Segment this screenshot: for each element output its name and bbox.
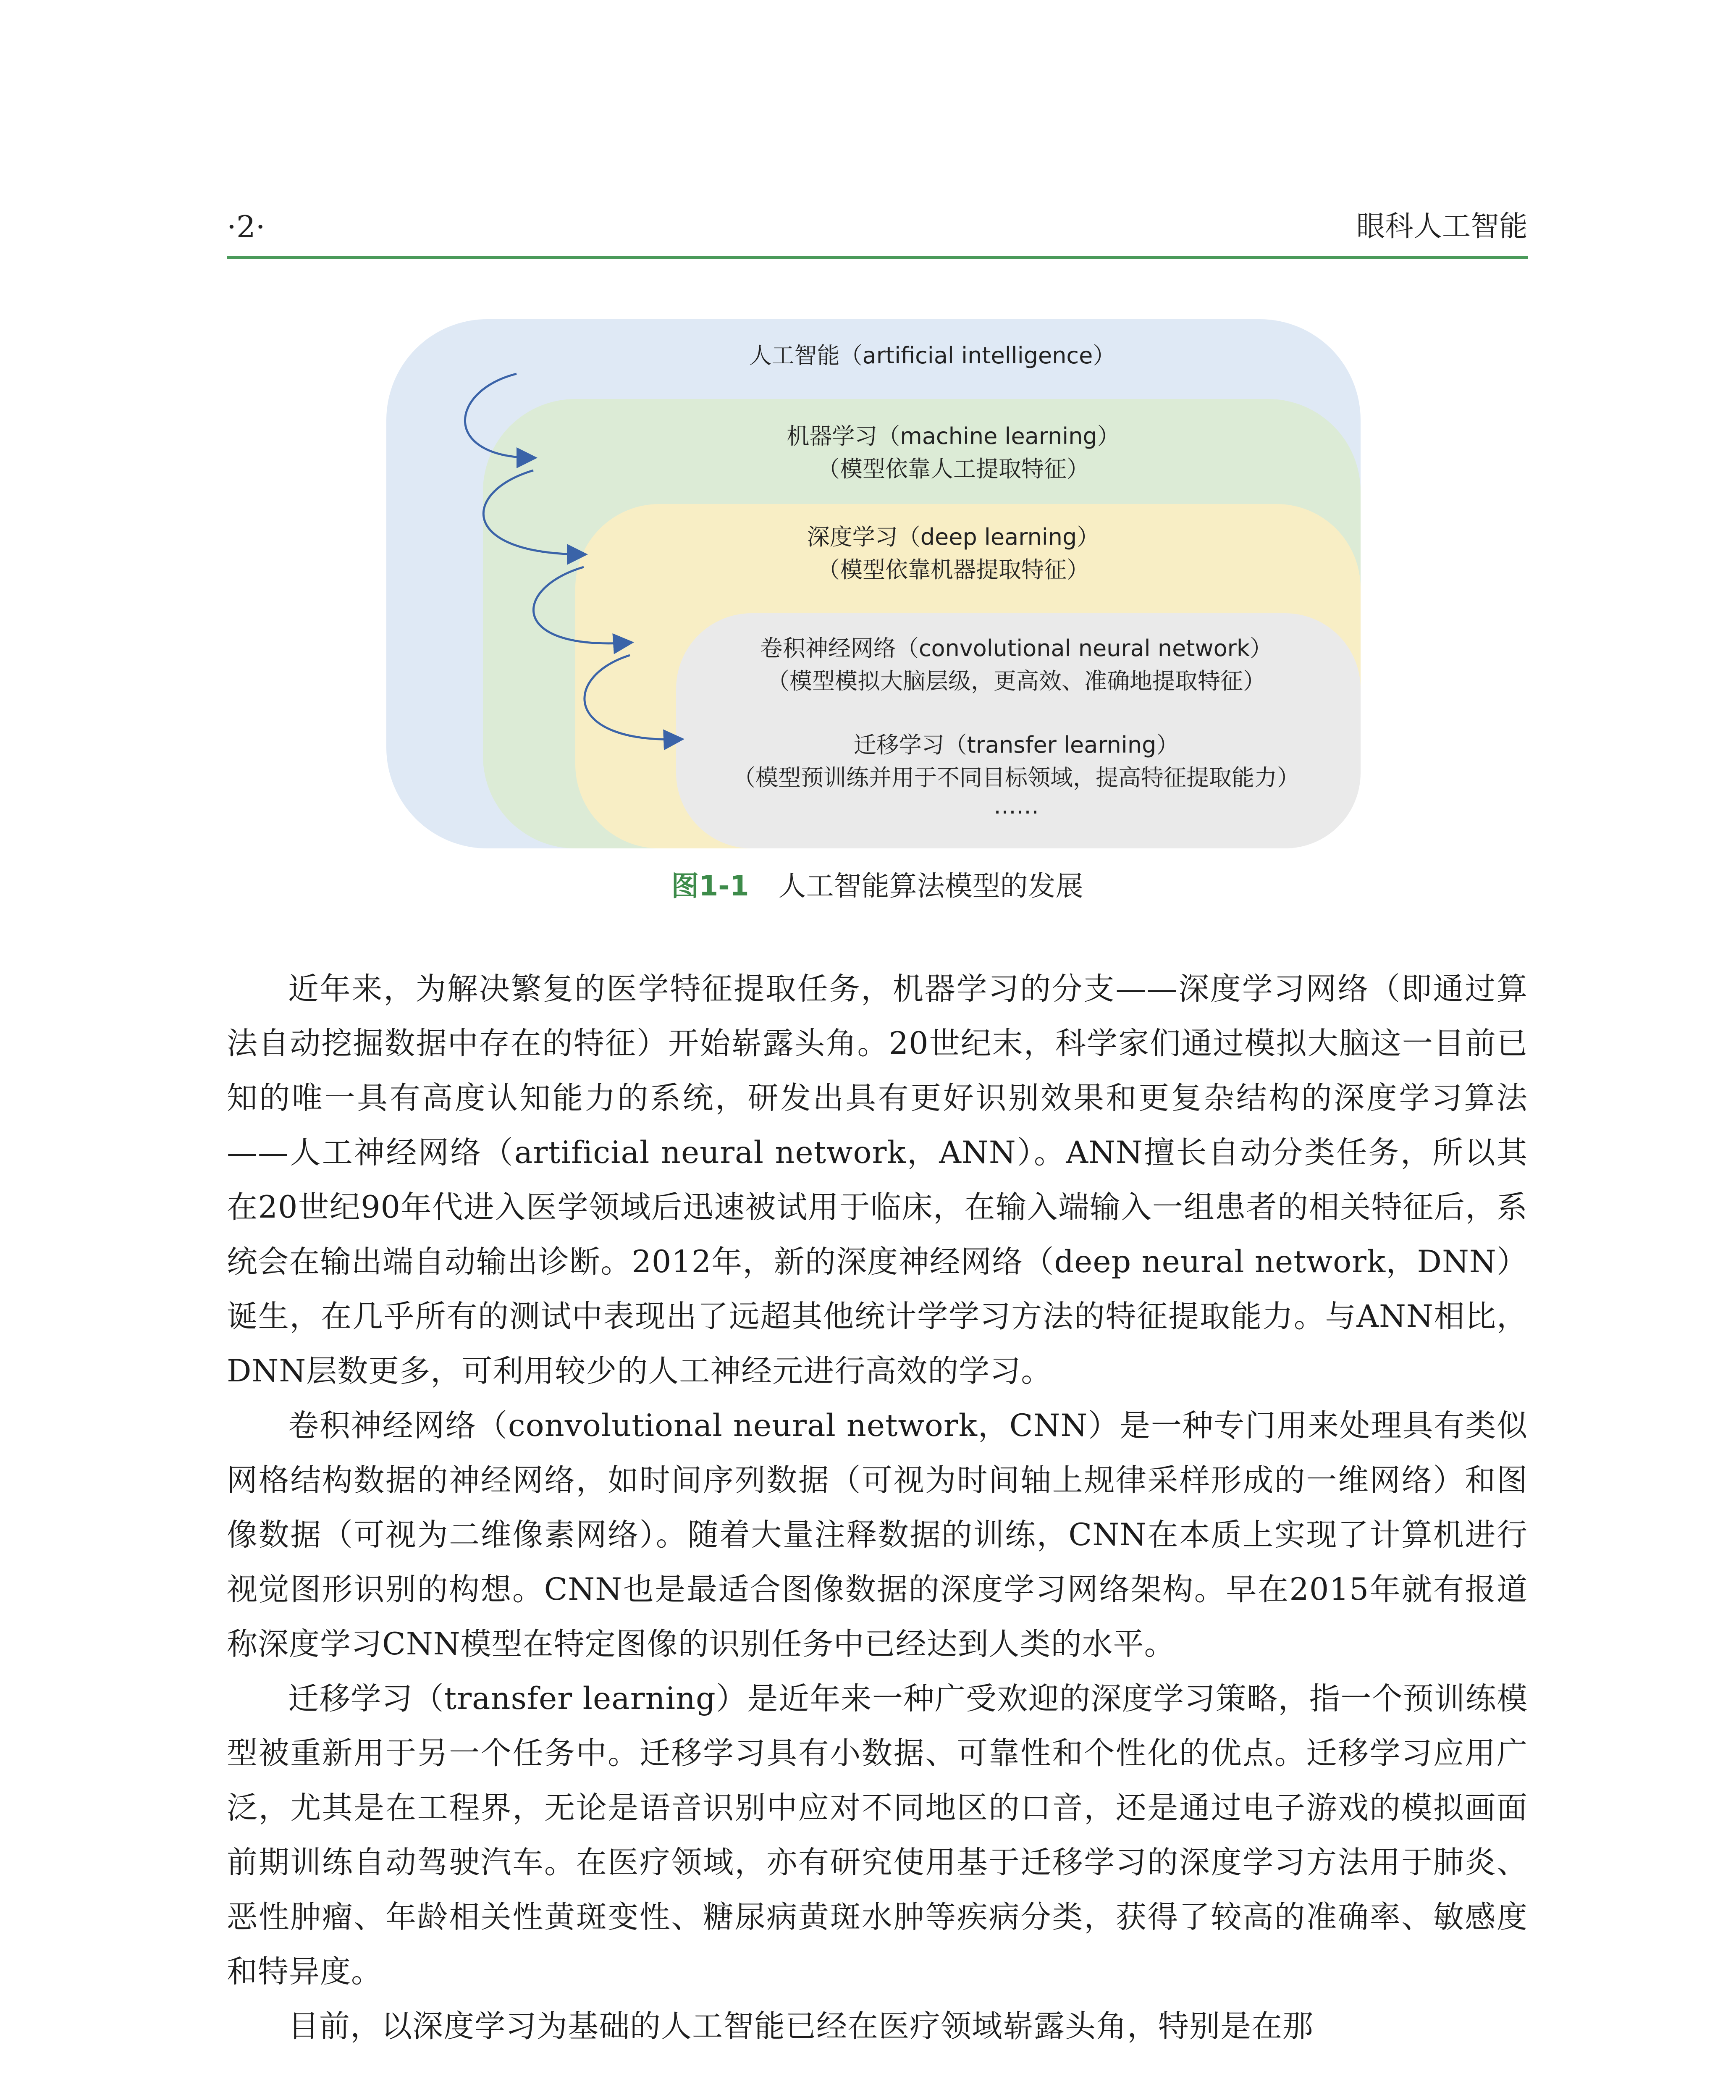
caption-text: 人工智能算法模型的发展	[778, 870, 1083, 902]
progression-arrows	[386, 319, 1361, 848]
running-title: 眼科人工智能	[1356, 210, 1528, 243]
dl-label: 深度学习（deep learning）	[807, 524, 1100, 550]
ai-evolution-figure	[386, 319, 1361, 848]
arrow-cnn-to-tl	[585, 655, 680, 739]
dl-note: （模型依靠机器提取特征）	[817, 556, 1089, 583]
ai-label: 人工智能（artificial intelligence）	[749, 342, 1116, 369]
arrow-ai-to-ml	[465, 374, 533, 458]
ml-note: （模型依靠人工提取特征）	[817, 456, 1089, 482]
paragraph-4: 目前，以深度学习为基础的人工智能已经在医疗领域崭露头角，特别是在那	[288, 2008, 1314, 2044]
paragraph-2: 卷积神经网络（convolutional neural network，CNN）是一种专门用来处理具有类似网格结构数据的神经网络，如时间序列数据（可视为时间轴上规律采样形成的一维网络）和图像数据（可视为二维像素网络）。随着大量注释数据的训练，CNN在本质上实现了计算机进行视觉图形识别的构想。CNN也是最适合图像数据的深度学习网络架构。早在2015年就有报道称深度学习CNN模型在特定图像的识别任务中已经达到人类的水平。	[227, 1408, 1528, 1662]
ml-label: 机器学习（machine learning）	[787, 423, 1120, 449]
page-number: ·2·	[227, 209, 265, 244]
header-rule	[227, 256, 1528, 259]
page-header	[227, 206, 1528, 252]
tl-note: （模型预训练并用于不同目标领域，提高特征提取能力）	[733, 764, 1300, 791]
tl-label: 迁移学习（transfer learning）	[853, 732, 1179, 758]
cnn-note: （模型模拟大脑层级，更高效、准确地提取特征）	[767, 668, 1266, 694]
caption-label: 图1-1	[671, 870, 749, 902]
figure-caption	[227, 865, 1528, 907]
body-text	[227, 962, 1528, 2054]
paragraph-1: 近年来，为解决繁复的医学特征提取任务，机器学习的分支——深度学习网络（即通过算法自动挖掘数据中存在的特征）开始崭露头角。20世纪末，科学家们通过模拟大脑这一目前已知的唯一具有高度认知能力的系统，研发出具有更好识别效果和更复杂结构的深度学习算法——人工神经网络（artificial neural network，ANN）。ANN擅长自动分类任务，所以其在20世纪90年代进入医学领域后迅速被试用于临床，在输入端输入一组患者的相关特征后，系统会在输出端自动输出诊断。2012年，新的深度神经网络（deep neural network，DNN）诞生，在几乎所有的测试中表现出了远超其他统计学学习方法的特征提取能力。与ANN相比，DNN层数更多，可利用较少的人工神经元进行高效的学习。	[227, 971, 1528, 1389]
cnn-label: 卷积神经网络（convolutional neural network）	[760, 635, 1273, 662]
ellipsis: ……	[994, 793, 1039, 819]
arrow-ml-to-dl	[483, 470, 584, 554]
arrow-dl-to-cnn	[533, 567, 630, 643]
paragraph-3: 迁移学习（transfer learning）是近年来一种广受欢迎的深度学习策略，指一个预训练模型被重新用于另一个任务中。迁移学习具有小数据、可靠性和个性化的优点。迁移学习应用广泛，尤其是在工程界，无论是语音识别中应对不同地区的口音，还是通过电子游戏的模拟画面前期训练自动驾驶汽车。在医疗领域，亦有研究使用基于迁移学习的深度学习方法用于肺炎、恶性肿瘤、年龄相关性黄斑变性、糖尿病黄斑水肿等疾病分类，获得了较高的准确率、敏感度和特异度。	[227, 1681, 1528, 1990]
